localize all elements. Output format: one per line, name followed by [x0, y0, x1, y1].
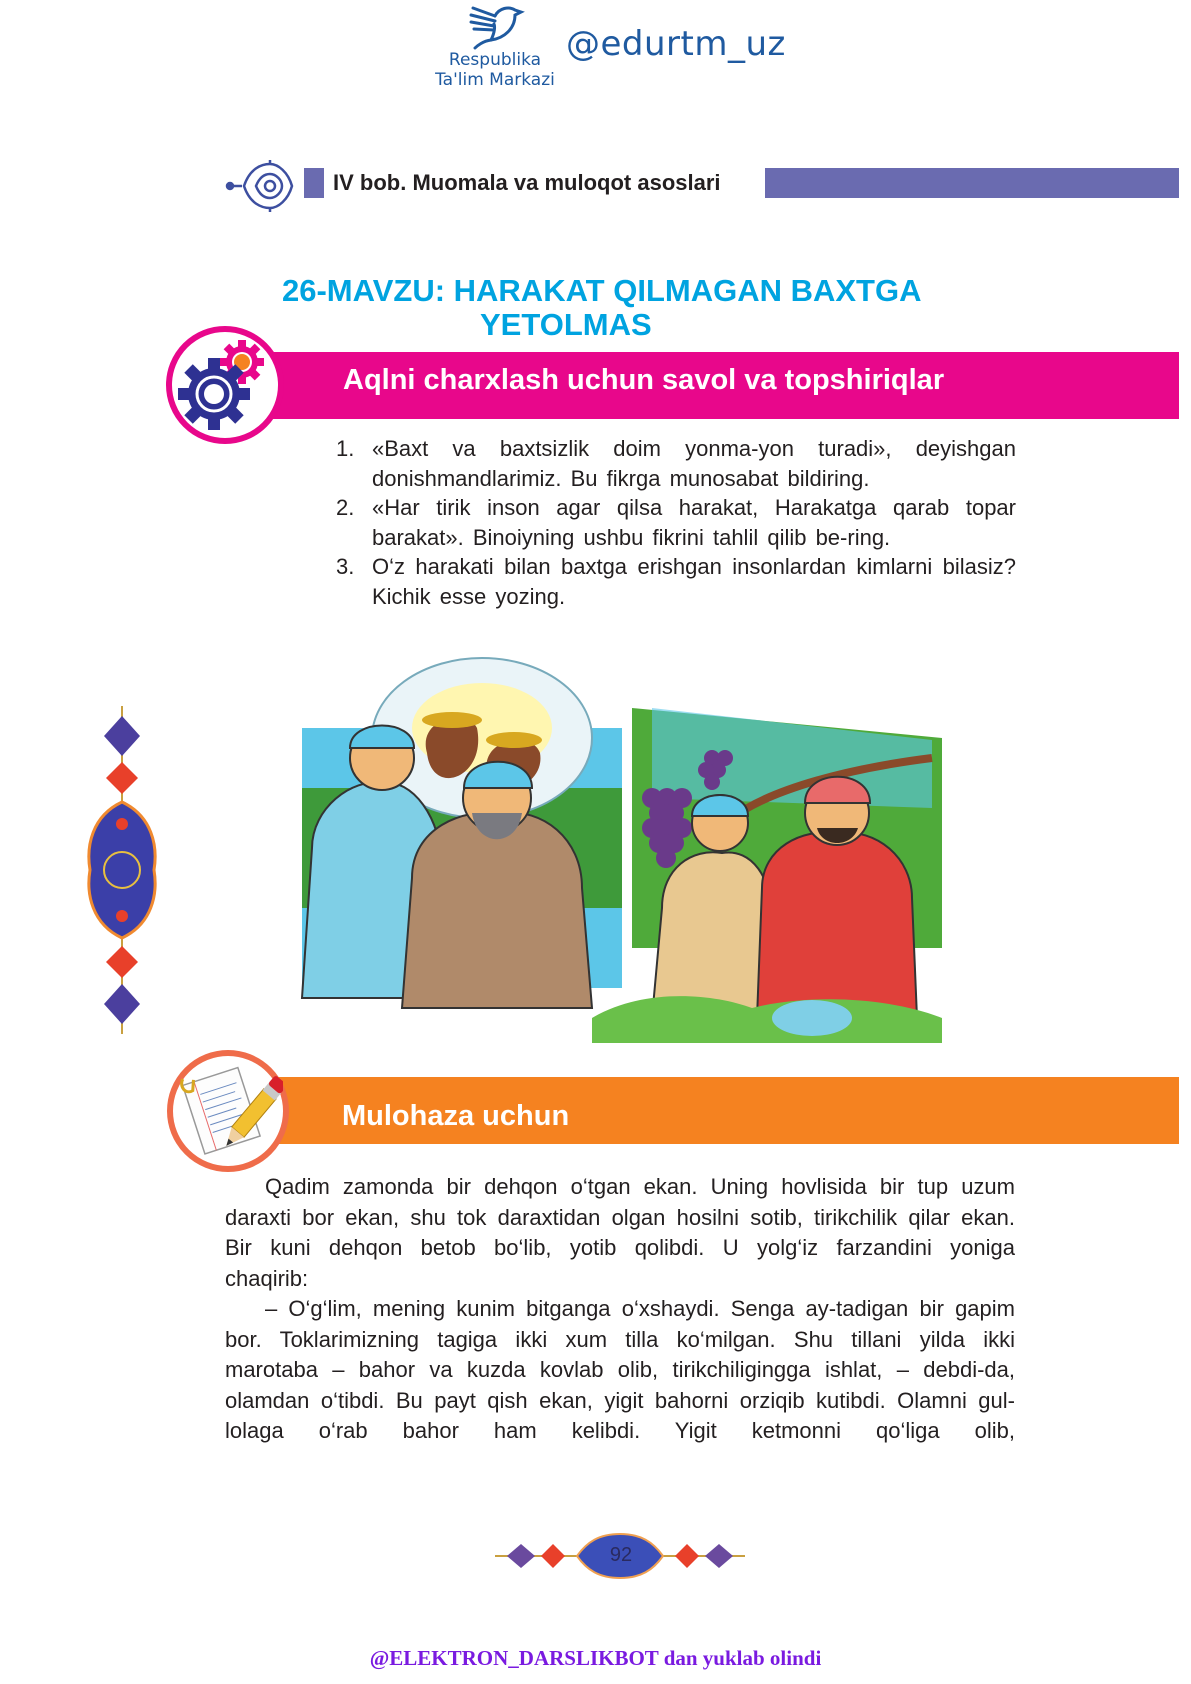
question-number: 2.: [336, 495, 355, 520]
gears-icon-badge: [166, 326, 284, 444]
question-number: 3.: [336, 554, 355, 579]
story-paragraph: – O‘g‘lim, mening kunim bitganga o‘xshaydi. Senga ay-tadigan bir gapim bor. Toklarimizning tagiga ikki xum tilla ko‘milgan. Shu tillani yilda ikki marotaba – bahor va kuzda kovlab olib, tirikchiligingga ishlat, – debdi-da, olamdan o‘tibdi. Bu payt qish ekan, yigit bahorni orziqib kutibdi. Olamni gul-lolaga o‘rab bahor ham kelibdi. Yigit ketmonni qo‘liga olib,: [225, 1296, 1015, 1443]
dove-icon: [465, 2, 525, 50]
gears-icon: [172, 332, 278, 438]
logo-line-1: Respublika: [448, 50, 542, 70]
chapter-marker: [304, 168, 324, 198]
story-text: [225, 1172, 1015, 1447]
story-paragraph: Qadim zamonda bir dehqon o‘tgan ekan. Uning hovlisida bir tup uzum daraxti bor ekan, shu tok daraxtidan olgan hosilni sotib, tirikchilik qilar ekan. Bir kuni dehqon betob bo‘lib, yotib qolibdi. U yolg‘iz farzandini yoniga chaqirib:: [225, 1174, 1015, 1291]
chapter-ornament-icon: [222, 158, 300, 214]
question-item: [336, 493, 1016, 552]
channel-handle: @edurtm_uz: [566, 24, 786, 64]
question-text: «Har tirik inson agar qilsa harakat, Harakatga qarab topar barakat». Binoiyning ushbu fikrini tahlil qilib be-ring.: [372, 495, 1016, 550]
question-item: [336, 552, 1016, 611]
download-source-footer: @ELEKTRON_DARSLIKBOT dan yuklab olindi: [369, 1646, 822, 1670]
question-number: 1.: [336, 436, 355, 461]
topic-title: [282, 274, 1042, 342]
side-ornament-icon: [82, 706, 162, 1034]
questions-section-title: Aqlni charxlash uchun savol va topshiriqlar: [343, 364, 945, 396]
topic-title-line1: 26-MAVZU: HARAKAT QILMAGAN BAXTGA: [282, 273, 922, 308]
reflection-section-title: Mulohaza uchun: [342, 1100, 570, 1132]
notepad-icon-badge: [167, 1050, 289, 1172]
chapter-bar: [765, 168, 1179, 198]
question-item: [336, 434, 1016, 493]
notepad-pencil-icon: [173, 1056, 283, 1166]
page-number: 92: [609, 1544, 633, 1566]
logo-line-2: Ta'lim Markazi: [435, 70, 555, 90]
story-illustration: [292, 648, 952, 1043]
question-text: «Baxt va baxtsizlik doim yonma-yon turadi», deyishgan donishmandlarimiz. Bu fikrga munosabat bildiring.: [372, 436, 1016, 491]
question-text: O‘z harakati bilan baxtga erishgan insonlardan kimlarni bilasiz? Kichik esse yozing.: [372, 554, 1016, 609]
publisher-logo: [420, 2, 570, 92]
questions-list: [336, 434, 1016, 611]
topic-title-line2: YETOLMAS: [480, 307, 652, 342]
chapter-title: IV bob. Muomala va muloqot asoslari: [333, 170, 721, 195]
